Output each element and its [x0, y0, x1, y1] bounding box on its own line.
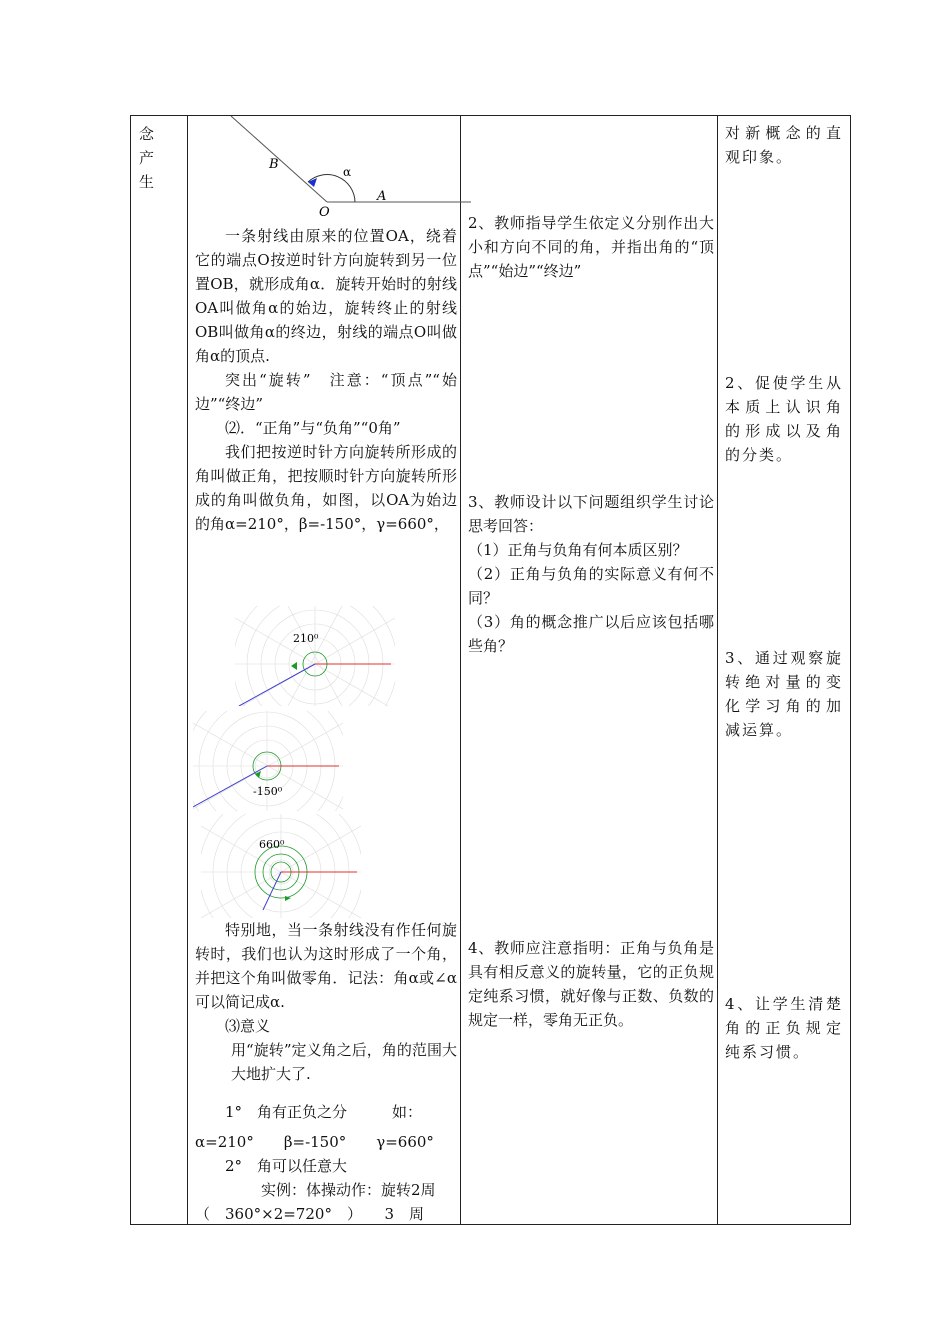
- column-divider: [460, 116, 461, 1224]
- purpose-note-1: 对新概念的直观印象。: [725, 124, 843, 166]
- point-1-examples: α=210° β=-150° γ=660°: [195, 1133, 434, 1151]
- column-divider: [187, 116, 188, 1224]
- definition-paragraph: 一条射线由原来的位置OA，绕着它的端点O按逆时针方向旋转到另一位置OB，就形成角α．旋转开始时的射线OA叫做角α的始边，旋转终止的射线OB叫做角α的终边，射线的端点O叫做角α的顶点.: [195, 227, 457, 365]
- stage-label-line: 生: [139, 173, 155, 191]
- polar-figure-210: [235, 606, 395, 706]
- activity-item-3: [468, 490, 714, 658]
- point-2: 2° 角可以任意大: [225, 1157, 348, 1175]
- question-2: （2）正角与负角的实际意义有何不同？: [468, 565, 714, 607]
- stage-label-cell: [139, 122, 179, 194]
- question-3: （3）角的概念推广以后应该包括哪些角？: [468, 613, 714, 655]
- angle-label: 210⁰: [293, 632, 319, 645]
- stage-label-line: 念: [139, 125, 155, 143]
- example-line: 实例：体操动作：旋转2周: [261, 1181, 436, 1199]
- activity-item-2: 2、教师指导学生依定义分别作出大小和方向不同的角，并指出角的“顶点”“始边”“终边”: [468, 214, 714, 280]
- column-divider: [717, 116, 718, 1224]
- label-b: B: [269, 157, 279, 172]
- purpose-note-4: 4、让学生清楚角的正负规定纯系习惯。: [725, 995, 843, 1061]
- arrow-icon: [291, 662, 297, 670]
- label-a: A: [377, 189, 387, 204]
- highlight-note: 突出“旋转” 注意：“顶点”“始边”“终边”: [195, 371, 457, 413]
- terminal-side: [263, 872, 281, 910]
- point-1: 1° 角有正负之分 如：: [225, 1103, 423, 1121]
- section-title: ⑵．“正角”与“负角”“0角”: [225, 419, 401, 437]
- section-paragraph: 用“旋转”定义角之后，角的范围大大地扩大了.: [231, 1041, 457, 1083]
- question-1: （1）正角与负角有何本质区别？: [468, 541, 688, 559]
- calc-line: （ 360°×2=720° ） 3 周: [195, 1205, 424, 1223]
- ray-ob: [231, 116, 327, 202]
- zero-angle-block: [195, 918, 473, 1226]
- section-title: ⑶意义: [225, 1017, 271, 1035]
- polar-figure-neg150: [193, 711, 343, 811]
- activity-item-3-text: 3、教师设计以下问题组织学生讨论思考回答：: [468, 493, 714, 535]
- definition-block: [195, 224, 457, 536]
- label-alpha: α: [343, 165, 352, 179]
- polar-figure-660: [201, 814, 361, 918]
- stage-label-line: 产: [139, 149, 155, 167]
- label-o: O: [319, 205, 330, 216]
- zero-angle-paragraph: 特别地，当一条射线没有作任何旋转时，我们也认为这时形成了一个角，并把这个角叫做零角．记法：角α或∠α 可以简记成α.: [195, 921, 473, 1011]
- ray-rotation-figure: [191, 116, 471, 216]
- angle-label: 660⁰: [259, 838, 285, 851]
- purpose-note-3: 3、通过观察旋转绝对量的变化学习角的加减运算。: [725, 649, 843, 739]
- angle-label: -150⁰: [253, 785, 283, 798]
- purpose-cell: [725, 116, 843, 1224]
- content-cell: [195, 116, 473, 1224]
- lesson-table: [130, 115, 851, 1225]
- section-paragraph: 我们把按逆时针方向旋转所形成的角叫做正角，把按顺时针方向旋转所形成的角叫做负角，如图，以OA为始边的角α=210°，β=-150°，γ=660°，: [195, 443, 457, 533]
- purpose-note-2: 2、促使学生从本质上认识角的形成以及角的分类。: [725, 374, 843, 464]
- teacher-activity-cell: [468, 116, 714, 1224]
- activity-item-4: 4、教师应注意指明：正角与负角是具有相反意义的旋转量，它的正负规定纯系习惯，就好像与正数、负数的规定一样，零角无正负。: [468, 939, 714, 1029]
